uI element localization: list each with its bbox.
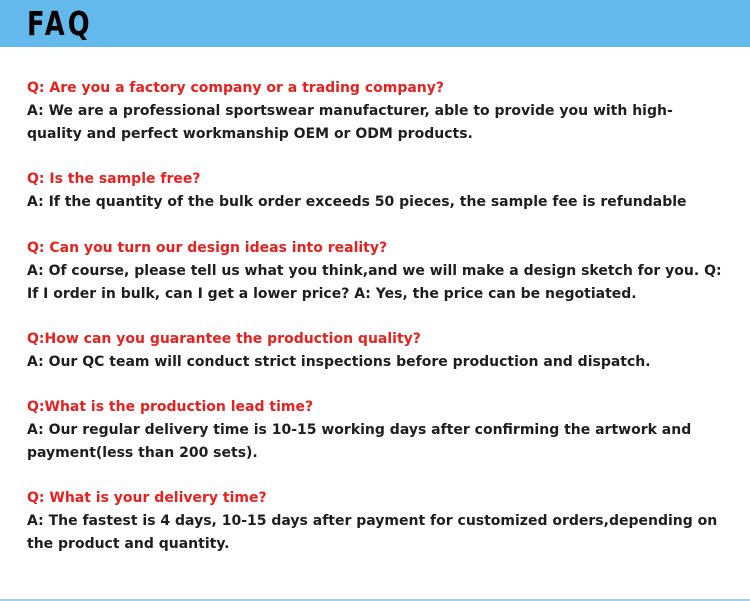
faq-question: Q: Can you turn our design ideas into reality? xyxy=(27,240,388,256)
faq-item xyxy=(27,487,727,556)
faq-question: Q: Is the sample free? xyxy=(27,171,201,187)
faq-answer: A: Our QC team will conduct strict inspections before production and dispatch. xyxy=(27,354,651,370)
faq-answer: A: We are a professional sportswear manufacturer, able to provide you with high-quality and perfect workmanship OEM or ODM products. xyxy=(27,103,673,142)
faq-item xyxy=(27,328,727,374)
faq-item xyxy=(27,237,727,306)
faq-item xyxy=(27,77,727,146)
faq-answer: A: The fastest is 4 days, 10-15 days after payment for customized orders,depending on the product and quantity. xyxy=(27,513,718,552)
faq-question: Q: What is your delivery time? xyxy=(27,490,267,506)
page-title: FAQ xyxy=(27,4,93,43)
faq-question: Q:How can you guarantee the production quality? xyxy=(27,331,421,347)
faq-question: Q:What is the production lead time? xyxy=(27,399,314,415)
faq-question: Q: Are you a factory company or a trading company? xyxy=(27,80,445,96)
faq-answer: A: If the quantity of the bulk order exceeds 50 pieces, the sample fee is refundable xyxy=(27,194,687,210)
faq-answer: A: Of course, please tell us what you think,and we will make a design sketch for you. Q: If I order in bulk, can I get a lower price? A: Yes, the price can be negotiated. xyxy=(27,263,722,302)
faq-item xyxy=(27,168,727,214)
faq-list xyxy=(27,77,727,578)
faq-header xyxy=(0,0,750,47)
faq-item xyxy=(27,396,727,465)
faq-answer: A: Our regular delivery time is 10-15 working days after confirming the artwork and payment(less than 200 sets). xyxy=(27,422,692,461)
